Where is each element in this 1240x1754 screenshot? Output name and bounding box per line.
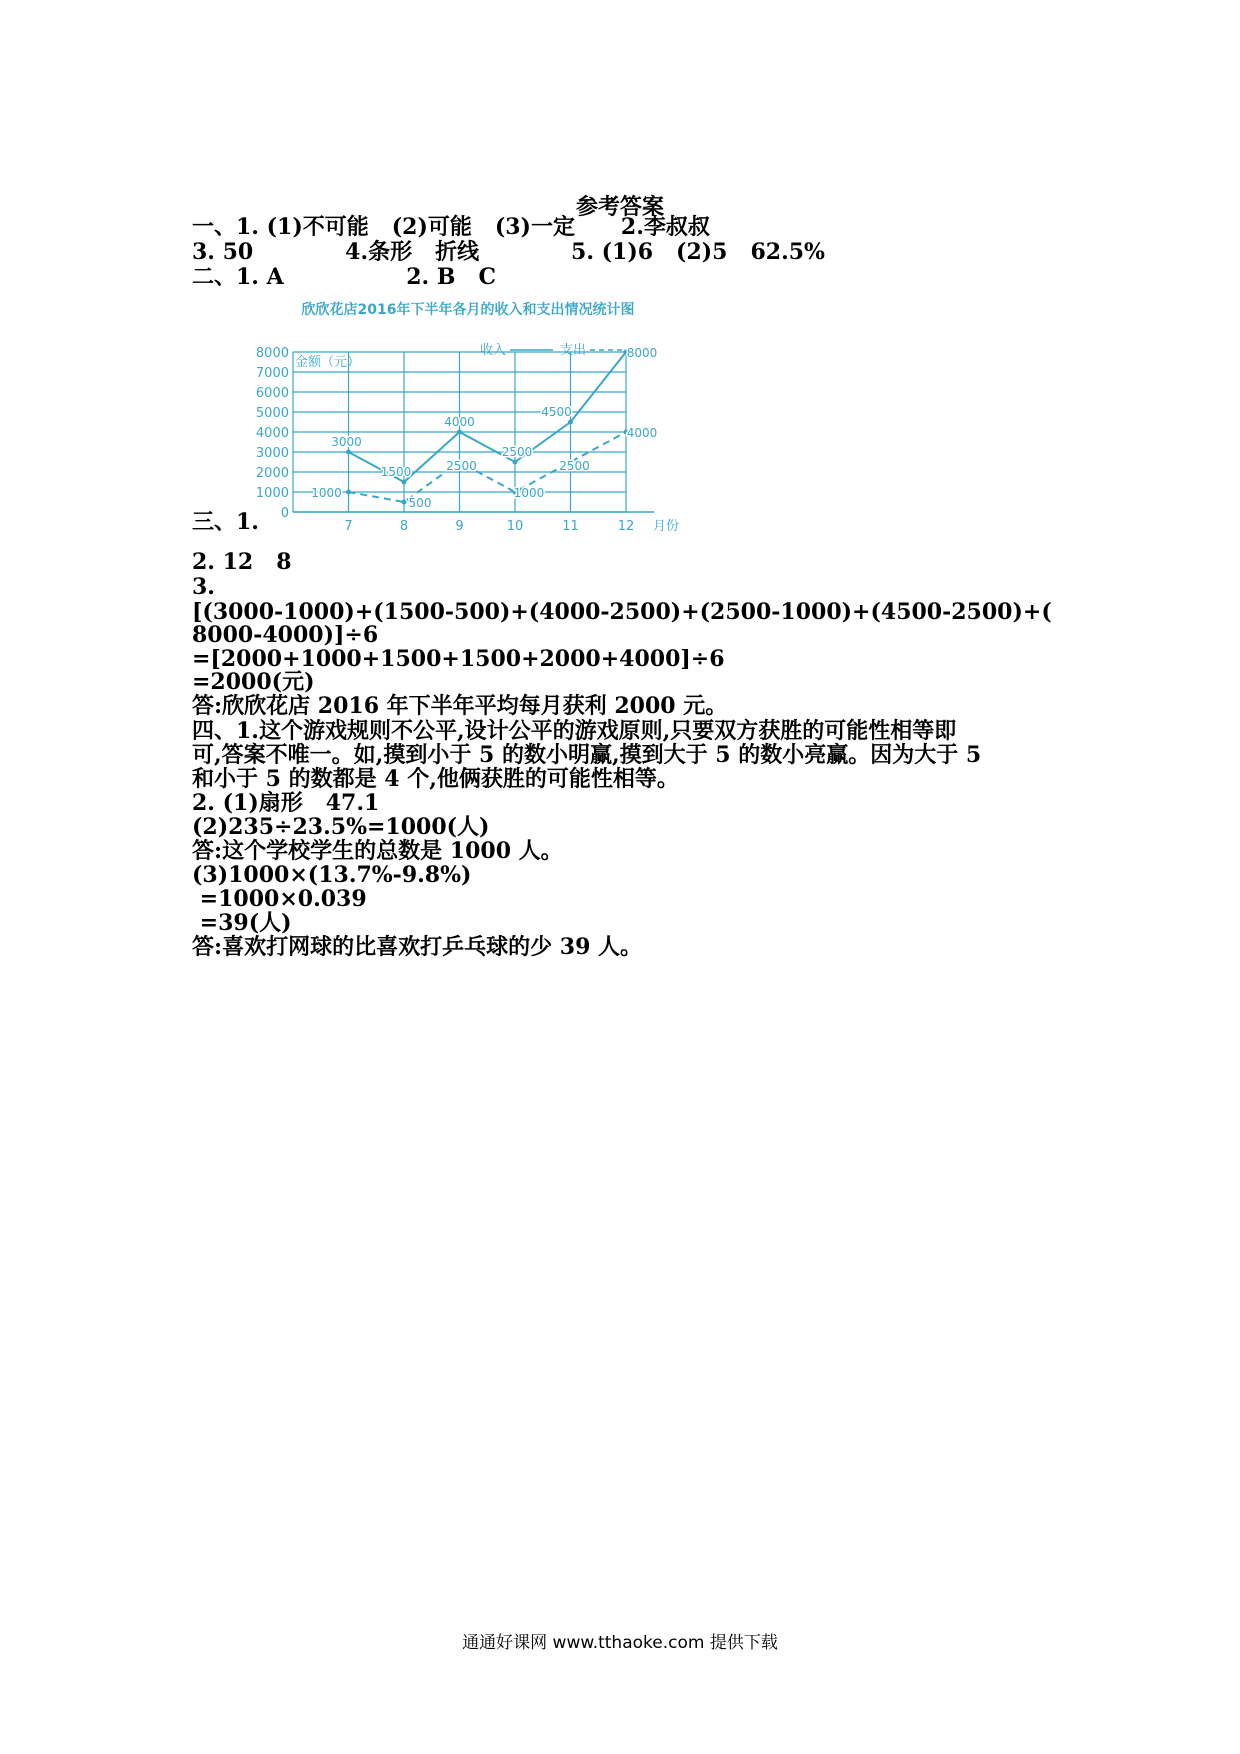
answer-line: 答:这个学校学生的总数是 1000 人。 xyxy=(192,838,563,864)
answer-line: 2. 12 8 xyxy=(192,549,292,575)
x-tick-label: 11 xyxy=(562,519,579,534)
data-label: 3000 xyxy=(331,435,362,449)
answer-line: [(3000-1000)+(1500-500)+(4000-2500)+(2500-1000)+(4500-2500)+( xyxy=(192,599,1052,625)
y-tick-label: 8000 xyxy=(255,346,289,361)
answer-line: =39(人) xyxy=(192,910,292,936)
x-tick-label: 9 xyxy=(455,519,464,534)
footer-credit: 通通好课网 www.tthaoke.com 提供下载 xyxy=(462,1633,778,1653)
answer-line: =1000×0.039 xyxy=(192,886,367,912)
legend-income-label: 收入 xyxy=(480,343,507,358)
answer-line: 3. 50 4.条形 折线 5. (1)6 (2)5 62.5% xyxy=(192,239,825,265)
answer-line: 可,答案不唯一。如,摸到小于 5 的数小明赢,摸到大于 5 的数小亮赢。因为大于 5 xyxy=(192,742,982,768)
y-tick-label: 0 xyxy=(280,506,289,521)
data-label: 1000 xyxy=(513,486,545,500)
answer-line: =2000(元) xyxy=(192,669,315,695)
y-tick-label: 4000 xyxy=(255,426,289,441)
income-expense-chart xyxy=(248,294,688,534)
x-axis-label: 月份 xyxy=(652,519,680,534)
y-tick-label: 3000 xyxy=(255,446,289,461)
answer-line: 答:喜欢打网球的比喜欢打乒乓球的少 39 人。 xyxy=(192,934,643,960)
answer-line: 答:欣欣花店 2016 年下半年平均每月获利 2000 元。 xyxy=(192,693,728,719)
answer-line: 四、1.这个游戏规则不公平,设计公平的游戏原则,只要双方获胜的可能性相等即 xyxy=(192,718,957,744)
data-point-income xyxy=(457,430,462,435)
data-label: 4000 xyxy=(444,415,475,429)
data-label: 4000 xyxy=(626,426,658,440)
data-point-income xyxy=(513,460,518,465)
y-axis-label: 金额（元） xyxy=(295,355,361,370)
data-label: 1000 xyxy=(311,486,342,500)
answer-line: 8000-4000)]÷6 xyxy=(192,622,379,648)
answer-line: (3)1000×(13.7%-9.8%) xyxy=(192,862,472,888)
data-label: 2500 xyxy=(446,459,477,473)
data-label: 4500 xyxy=(541,405,572,419)
page-title: 参考答案 xyxy=(575,194,664,220)
answer-line: 2. (1)扇形 47.1 xyxy=(192,790,380,816)
y-tick-label: 2000 xyxy=(255,466,289,481)
data-point-income xyxy=(402,480,407,485)
answer-line: =[2000+1000+1500+1500+2000+4000]÷6 xyxy=(192,646,725,672)
x-tick-label: 10 xyxy=(506,519,524,534)
x-tick-label: 8 xyxy=(399,519,409,534)
data-label: 2500 xyxy=(559,459,590,473)
answer-line: 一、1. (1)不可能 (2)可能 (3)一定 2.李叔叔 xyxy=(192,214,710,240)
data-point-expense xyxy=(402,500,407,505)
answer-line: 三、1. xyxy=(192,509,259,535)
y-tick-label: 1000 xyxy=(255,486,289,501)
data-label: 500 xyxy=(408,496,432,510)
data-point-income xyxy=(346,450,351,455)
data-label: 8000 xyxy=(626,346,658,360)
x-tick-label: 12 xyxy=(617,519,635,534)
x-tick-label: 7 xyxy=(344,519,353,534)
answer-line: 二、1. A 2. B C xyxy=(192,264,496,290)
y-tick-label: 7000 xyxy=(255,366,289,381)
data-label: 2500 xyxy=(501,445,533,459)
data-label: 1500 xyxy=(380,465,412,479)
legend-expense-label: 支出 xyxy=(560,343,587,358)
y-tick-label: 6000 xyxy=(255,386,289,401)
data-point-income xyxy=(568,420,573,425)
data-point-expense xyxy=(346,490,351,495)
answer-line: 和小于 5 的数都是 4 个,他俩获胜的可能性相等。 xyxy=(192,766,679,792)
answer-line: (2)235÷23.5%=1000(人) xyxy=(192,814,490,840)
chart-title: 欣欣花店2016年下半年各月的收入和支出情况统计图 xyxy=(301,302,635,318)
y-tick-label: 5000 xyxy=(255,406,289,421)
answer-line: 3. xyxy=(192,574,215,600)
